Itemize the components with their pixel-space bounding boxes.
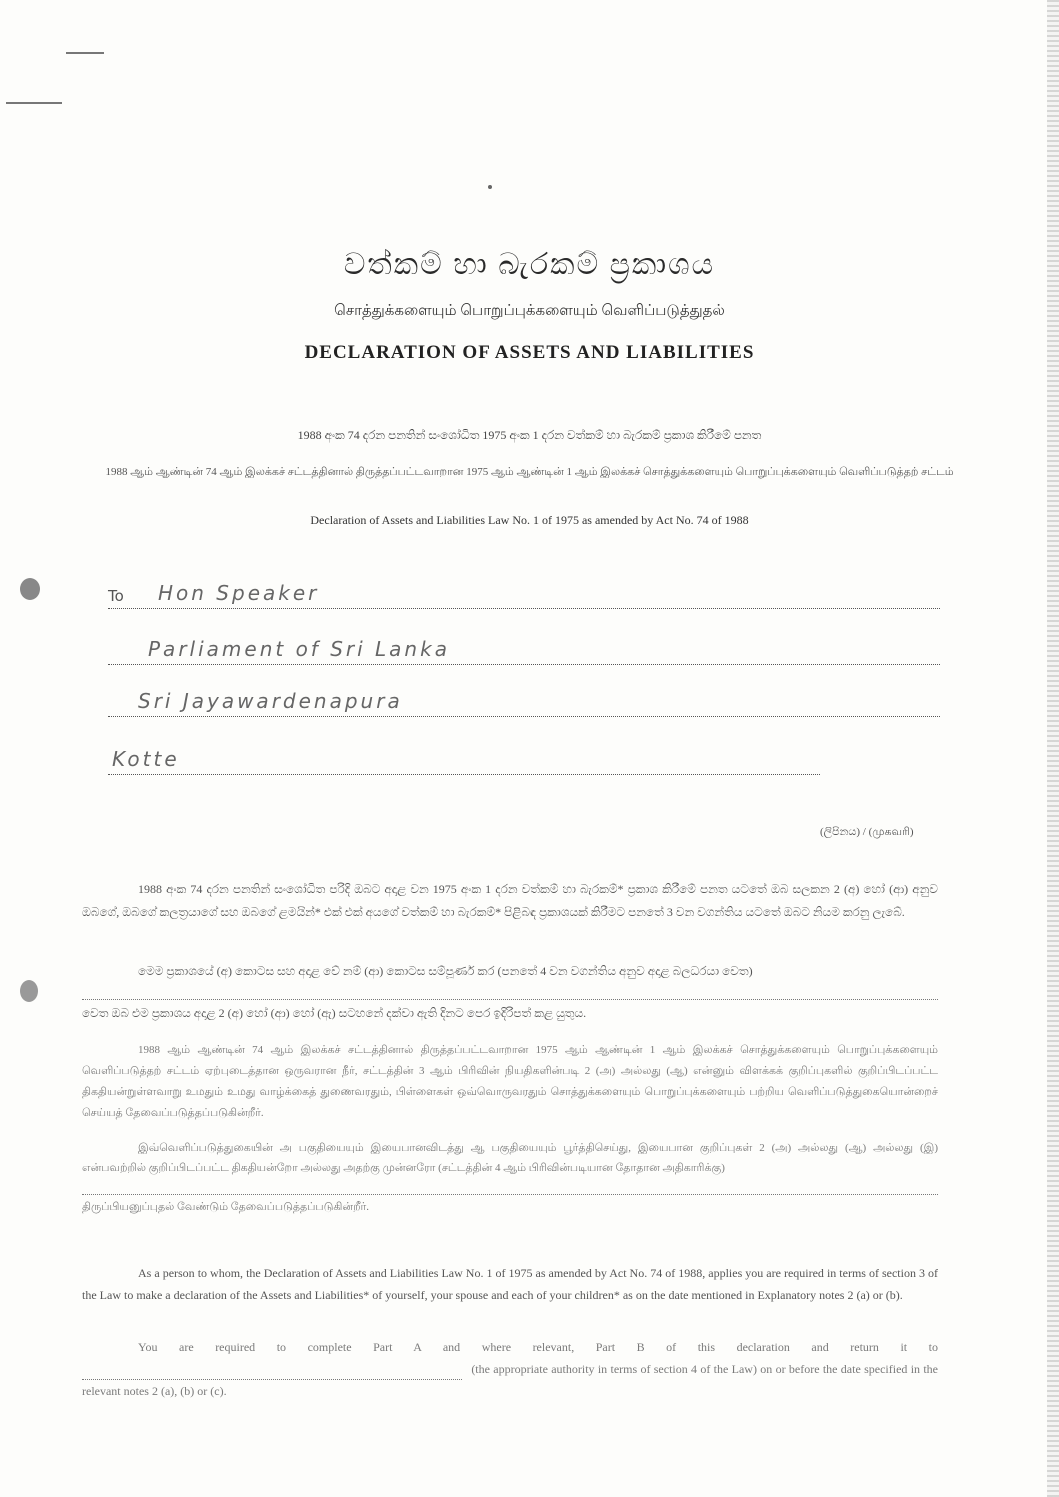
law-reference-tamil: 1988 ஆம் ஆண்டின் 74 ஆம் இலக்கச் சட்டத்தினால் திருத்தப்பட்டவாறான 1975 ஆம் ஆண்டின் 1 ஆம் இலக்கச் சொத்துக்களையும் பொறுப்புக்களையும் வெளிப்படுத்தற் சட்டம் [105, 466, 954, 478]
authority-fill-line[interactable] [82, 985, 938, 1000]
law-reference-english: Declaration of Assets and Liabilities Law No. 1 of 1975 as amended by Act No. 74 of 1988 [310, 513, 749, 527]
paragraph-sinhala-1: 1988 අංක 74 දරන පනතින් සංශෝධිත පරිදි ඔබට අදාළ වන 1975 අංක 1 දරන වත්කම් හා බැරකම්* ප්‍රකාශ කිරීමේ පනත යටතේ ඔබ සලකන 2 (අ) හෝ (ආ) අනුව ඔබගේ, ඔබගේ කලත්‍රයාගේ සහ ඔබගේ ළමයින්* එක් එක් අයගේ වත්කම් හා බැරකම්* පිළිබඳ ප්‍රකාශයක් කිරීමට පනතේ 3 වන වගන්තිය යටතේ ඔබට නියම කරනු ලැබේ. [82, 882, 938, 919]
address-line-1[interactable] [108, 564, 940, 609]
address-line-4[interactable] [108, 730, 820, 775]
address-text: Kotte [112, 747, 180, 771]
paragraph-sinhala-2: මෙම ප්‍රකාශයේ (අ) කොටස සහ අදාළ වේ නම් (ආ) කොටස සම්පූර්ණ කර (පනතේ 4 වන වගන්තිය අනුව අදාළ බලධරයා වෙත) වෙත ඔබ එම ප්‍රකාශය අදාළ 2 (අ) හෝ (ආ) හෝ (ඇ) සටහනේ දක්වා ඇති දිනට පෙර ඉදිරිපත් කළ යුතුය. [82, 960, 938, 1025]
paragraph-tamil-1: 1988 ஆம் ஆண்டின் 74 ஆம் இலக்கச் சட்டத்தினால் திருத்தப்பட்டவாறான 1975 ஆம் ஆண்டின் 1 ஆம் இலக்கச் சொத்துக்களையும் பொறுப்புக்களையும் வெளிப்படுத்தற் சட்டம் ஏற்புடைத்தான ஒருவரான நீர், சட்டத்தின் 3 ஆம் பிரிவின் நியதிகளின்படி 2 (அ) அல்லது (ஆ) என்னும் விளக்கக் குறிப்புகளில் குறிப்பிடப்பட்ட திகதியன்றுள்ளவாறு உமதும் உமது வாழ்க்கைத் துணைவரதும், பிள்ளைகள் ஒவ்வொருவரதும் சொத்துக்களையும் பொறுப்புக்களையும் பற்றிய வெளிப்படுத்துகையொன்றைச் செய்யத் தேவைப்படுத்தப்படுகின்றீர். [82, 1044, 938, 1119]
authority-fill-line[interactable] [82, 1365, 462, 1380]
scan-blot [20, 578, 40, 600]
paragraph-english-2: You are required to complete Part A and where relevant, Part B of this declaration and return it to (the appropriate authority in terms of section 4 of the Law) on or before the date specified in the relevant notes 2 (a), (b) or (c). [82, 1340, 939, 1398]
address-text: Parliament of Sri Lanka [148, 637, 450, 661]
scan-mark [66, 52, 104, 54]
title-english: DECLARATION OF ASSETS AND LIABILITIES [304, 342, 755, 363]
address-line-3[interactable] [108, 672, 940, 717]
address-line-2[interactable] [108, 620, 940, 665]
to-label: To [108, 587, 124, 605]
scan-dot [488, 185, 492, 189]
scan-mark [6, 102, 62, 104]
authority-fill-line[interactable] [82, 1180, 938, 1195]
address-text: Sri Jayawardenapura [138, 689, 403, 713]
address-caption: (ලිපිනය) / (முகவரி) [820, 826, 914, 838]
paragraph-english-1: As a person to whom, the Declaration of Assets and Liabilities Law No. 1 of 1975 as amended by Act No. 74 of 1988, applies you are required in terms of section 3 of the Law to make a declaration of the Assets and Liabilities* of yourself, your spouse and each of your children* as on the date mentioned in Explanatory notes 2 (a) or (b). [82, 1266, 938, 1302]
address-text: Hon Speaker [158, 581, 320, 605]
scan-blot [20, 980, 38, 1002]
title-sinhala: වත්කම් හා බැරකම් ප්‍රකාශය [343, 248, 716, 281]
law-reference-sinhala: 1988 අංක 74 දරන පනතින් සංශෝධිත 1975 අංක 1 දරන වත්කම් හා බැරකම් ප්‍රකාශ කිරීමේ පනත [297, 428, 762, 442]
scan-edge [1047, 0, 1059, 1497]
title-tamil: சொத்துக்களையும் பொறுப்புக்களையும் வெளிப்படுத்துதல் [334, 303, 725, 319]
paragraph-tamil-2: இவ்வெளிப்படுத்துகையின் அ பகுதியையும் இயைபானவிடத்து ஆ பகுதியையும் பூர்த்திசெய்து, இயைபான குறிப்புகள் 2 (அ) அல்லது (ஆ) அல்லது (இ) என்பவற்றில் குறிப்பிடப்பட்ட திகதியன்றோ அல்லது அதற்கு முன்னரோ (சட்டத்தின் 4 ஆம் பிரிவின்படியான தோதான அதிகாரிக்கு) திருப்பியனுப்புதல் வேண்டும் தேவைப்படுத்தப்படுகின்றீர். [82, 1142, 938, 1213]
